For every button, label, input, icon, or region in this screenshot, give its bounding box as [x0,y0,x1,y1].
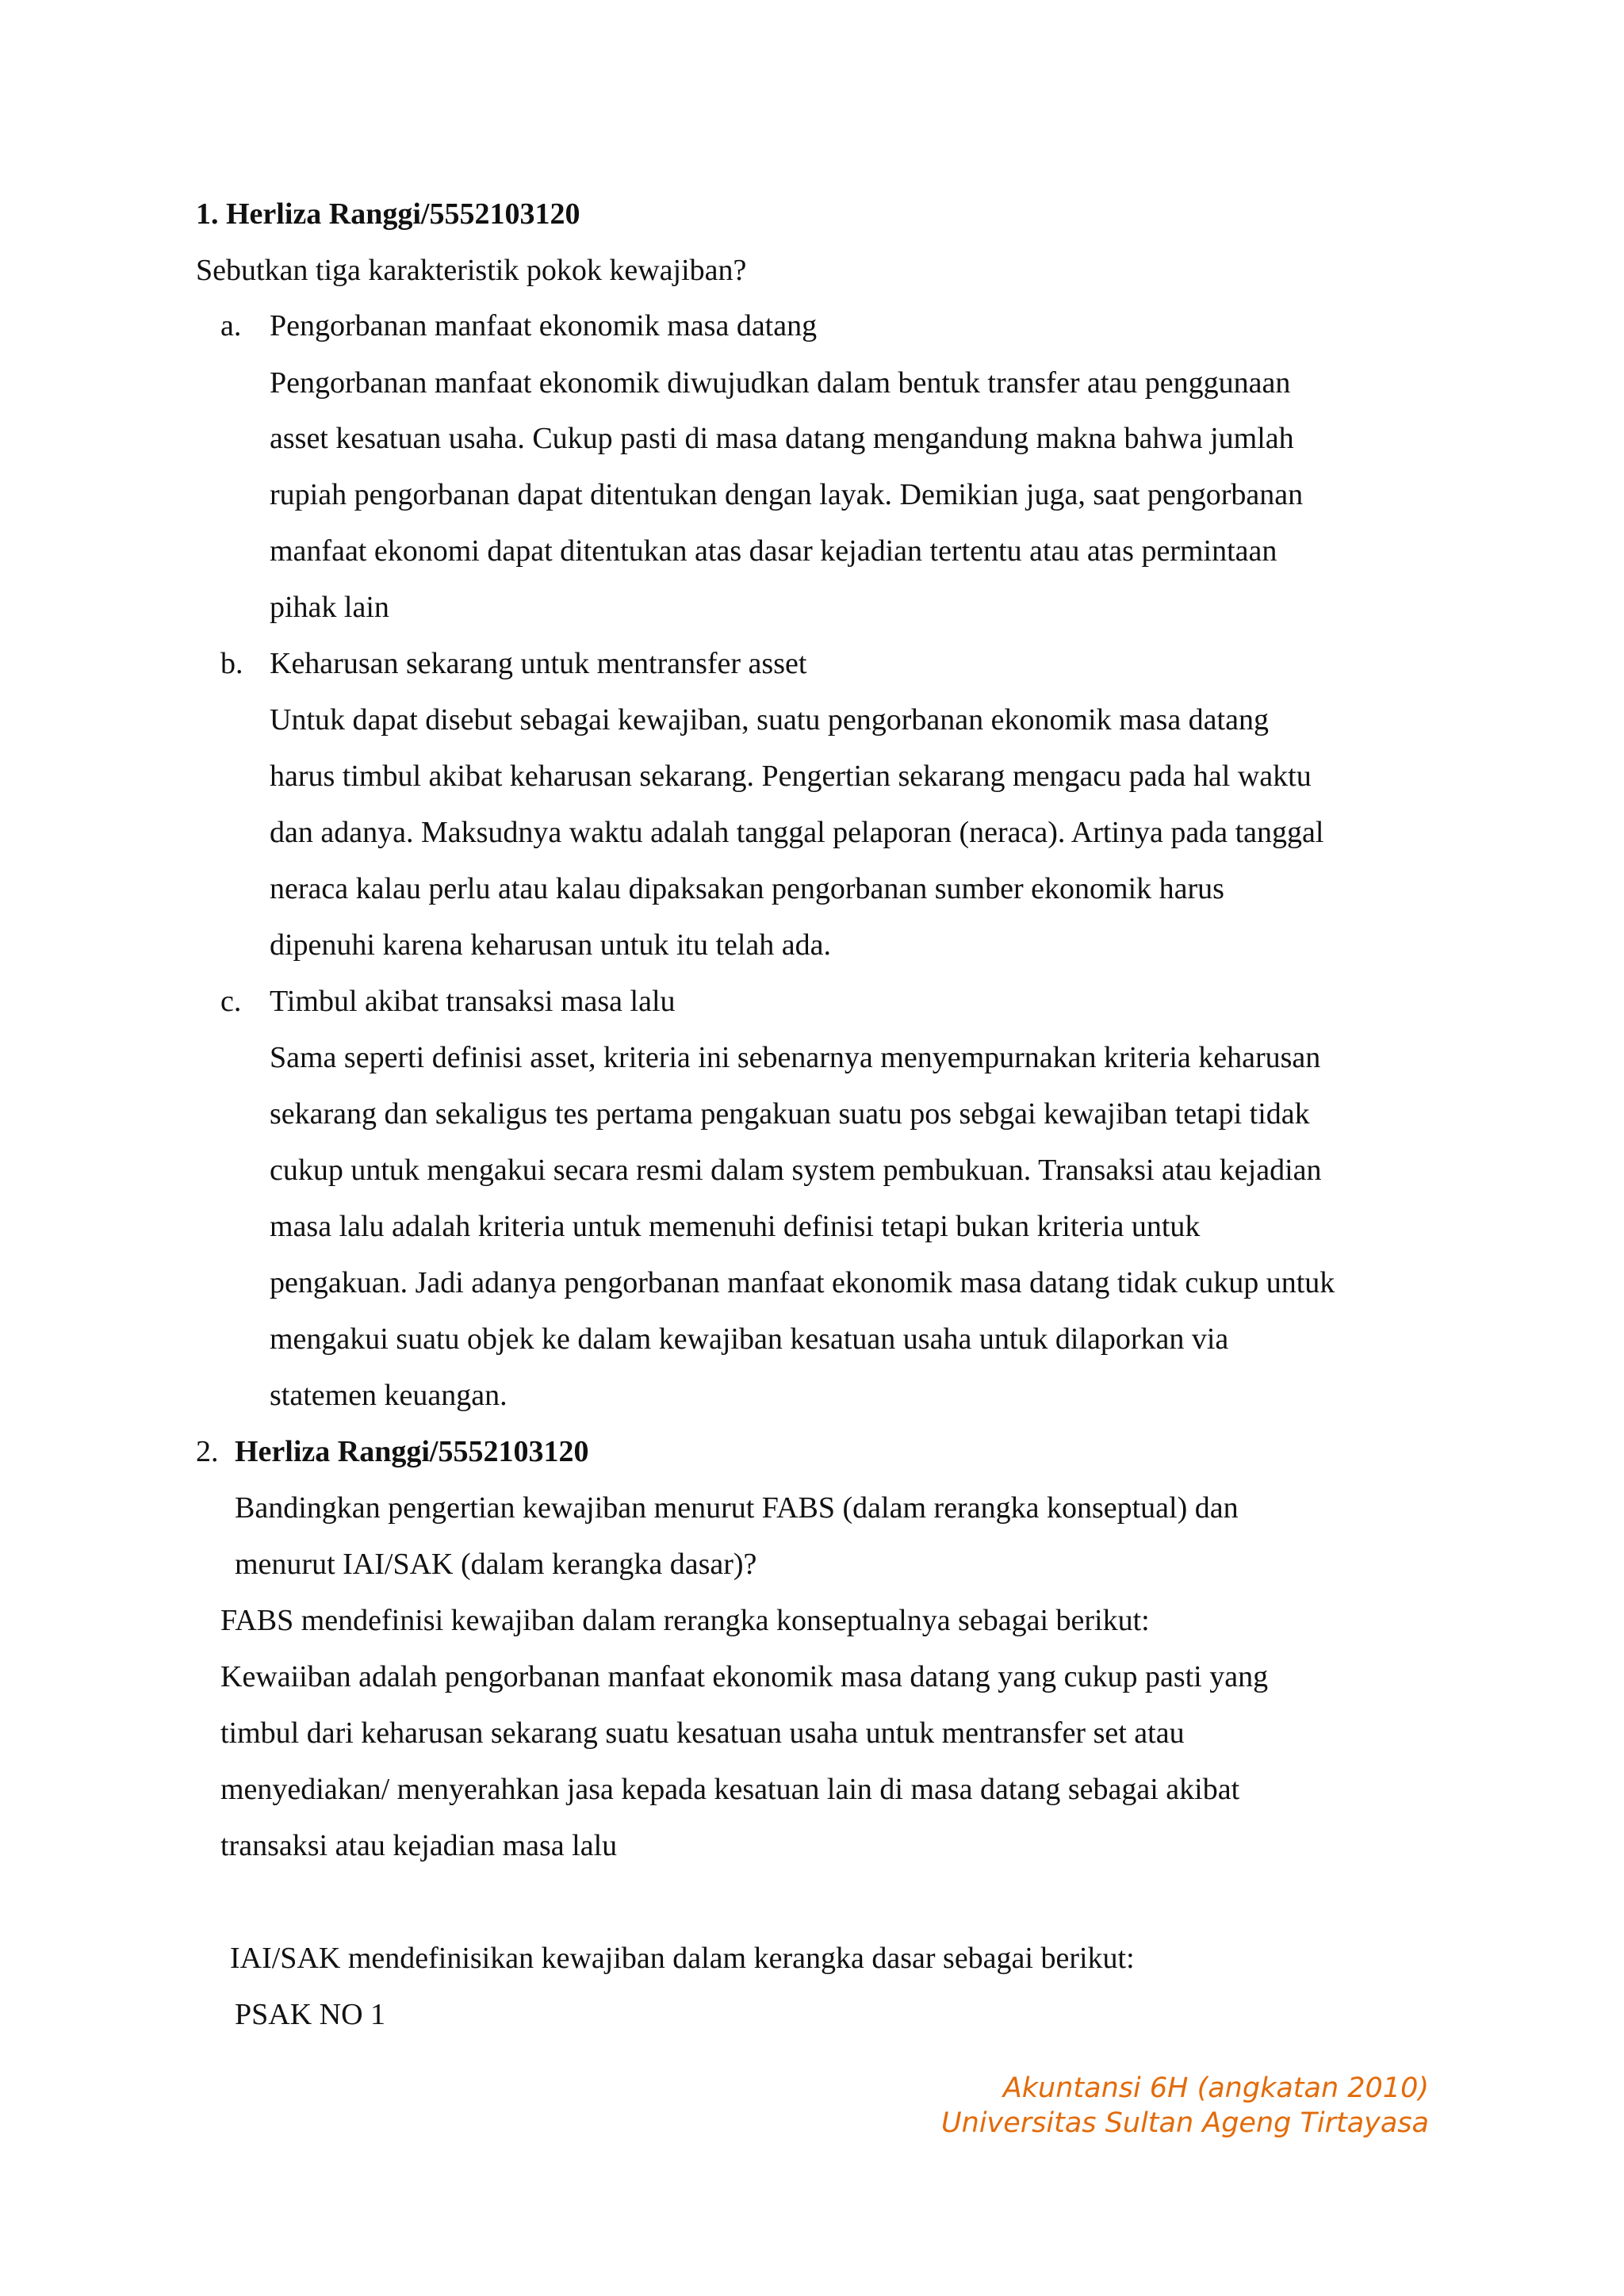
fabs-definition-line: menyediakan/ menyerahkan jasa kepada kesatuan lain di masa datang sebagai akibat [220,1773,1240,1806]
item-c-line: Sama seperti definisi asset, kriteria ini sebenarnya menyempurnakan kriteria keharusan [270,1041,1321,1074]
item-a-line: Pengorbanan manfaat ekonomik diwujudkan dalam bentuk transfer atau penggunaan [270,366,1291,400]
item-c-line: sekarang dan sekaligus tes pertama pengakuan suatu pos sebgai kewajiban tetapi tidak [270,1097,1310,1131]
section-2-number: 2. [196,1435,219,1468]
item-b-line: neraca kalau perlu atau kalau dipaksakan pengorbanan sumber ekonomik harus [270,872,1224,905]
item-a-marker: a. [220,309,242,342]
psak-label: PSAK NO 1 [235,1998,386,2031]
section-2-question-line: menurut IAI/SAK (dalam kerangka dasar)? [235,1548,757,1581]
item-c-line: masa lalu adalah kriteria untuk memenuhi definisi tetapi bukan kriteria untuk [270,1210,1201,1243]
section-1-question: Sebutkan tiga karakteristik pokok kewajiban? [196,254,747,287]
fabs-definition-line: transaksi atau kejadian masa lalu [220,1829,618,1862]
fabs-definition-line: timbul dari keharusan sekarang suatu kesatuan usaha untuk mentransfer set atau [220,1716,1185,1750]
section-2-question-line: Bandingkan pengertian kewajiban menurut FABS (dalam rerangka konseptual) dan [235,1491,1239,1525]
item-c-line: mengakui suatu objek ke dalam kewajiban kesatuan usaha untuk dilaporkan via [270,1322,1229,1356]
section-1-heading: 1. Herliza Ranggi/5552103120 [196,197,580,231]
fabs-definition-line: Kewaiiban adalah pengorbanan manfaat ekonomik masa datang yang cukup pasti yang [220,1660,1269,1693]
item-b-marker: b. [220,647,243,680]
section-2-heading: Herliza Ranggi/5552103120 [235,1435,589,1468]
fabs-definition-line: FABS mendefinisi kewajiban dalam rerangka konseptualnya sebagai berikut: [220,1604,1150,1637]
item-a-line: pihak lain [270,591,389,624]
iai-definition-line: IAI/SAK mendefinisikan kewajiban dalam kerangka dasar sebagai berikut: [230,1942,1135,1975]
item-c-line: statemen keuangan. [270,1379,508,1412]
item-a-title: Pengorbanan manfaat ekonomik masa datang [270,309,818,342]
item-b-line: Untuk dapat disebut sebagai kewajiban, suatu pengorbanan ekonomik masa datang [270,703,1269,737]
footer-university-line: Universitas Sultan Ageng Tirtayasa [941,2107,1429,2139]
item-b-line: dan adanya. Maksudnya waktu adalah tanggal pelaporan (neraca). Artinya pada tanggal [270,816,1324,849]
item-c-title: Timbul akibat transaksi masa lalu [270,985,676,1018]
item-a-line: manfaat ekonomi dapat ditentukan atas dasar kejadian tertentu atau atas permintaan [270,534,1277,568]
item-b-line: harus timbul akibat keharusan sekarang. Pengertian sekarang mengacu pada hal waktu [270,760,1312,793]
item-b-line: dipenuhi karena keharusan untuk itu telah ada. [270,928,832,962]
footer-course-line: Akuntansi 6H (angkatan 2010) [1002,2072,1429,2104]
item-c-line: pengakuan. Jadi adanya pengorbanan manfaat ekonomik masa datang tidak cukup untuk [270,1266,1335,1299]
item-b-title: Keharusan sekarang untuk mentransfer asset [270,647,807,680]
item-a-line: asset kesatuan usaha. Cukup pasti di masa datang mengandung makna bahwa jumlah [270,422,1294,455]
item-c-marker: c. [220,985,242,1018]
item-a-line: rupiah pengorbanan dapat ditentukan dengan layak. Demikian juga, saat pengorbanan [270,478,1304,511]
item-c-line: cukup untuk mengakui secara resmi dalam system pembukuan. Transaksi atau kejadian [270,1154,1322,1187]
